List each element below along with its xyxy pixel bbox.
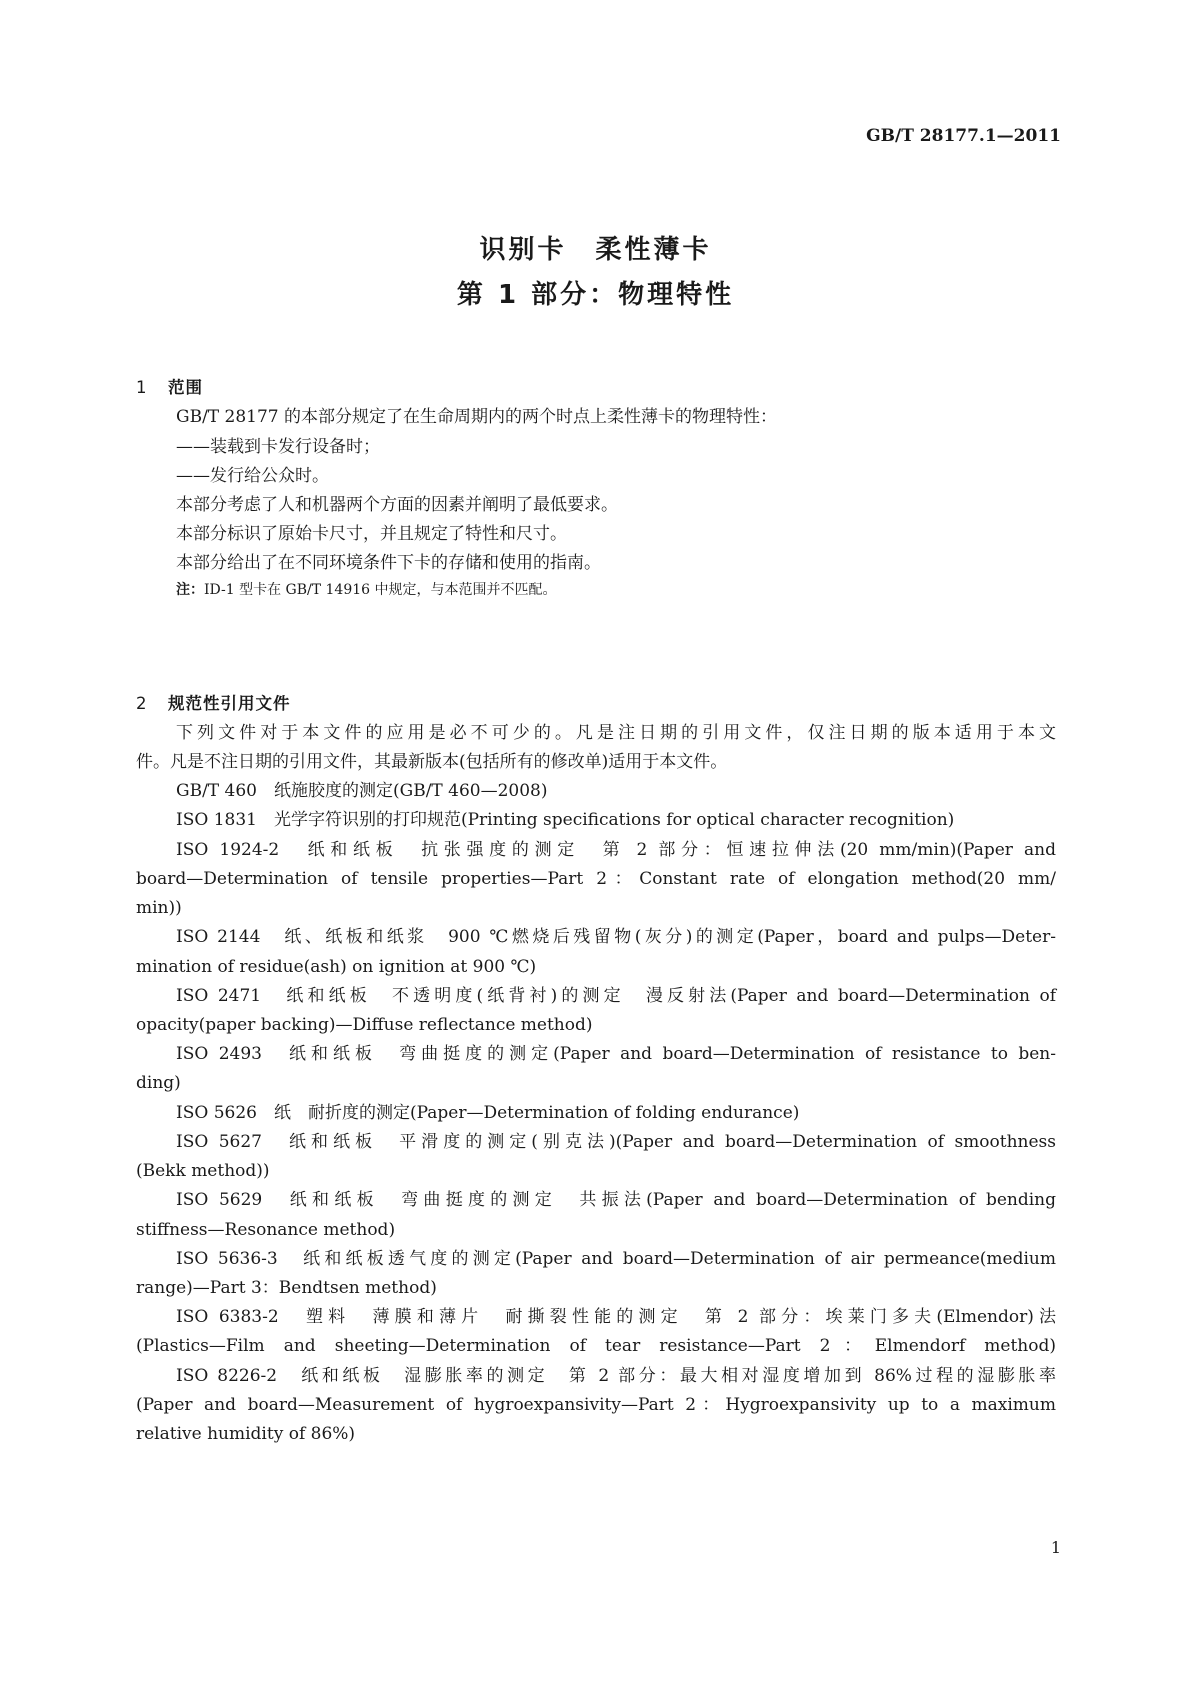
note xyxy=(136,578,1056,602)
reference-item-continued: opacity(paper backing)—Diffuse reflectance method) xyxy=(136,1015,593,1035)
reference-item: ISO 5627 纸和纸板 平滑度的测定(别克法)(Paper and board—Determination of smoothness xyxy=(176,1132,1056,1152)
note-label: 注： xyxy=(176,582,204,598)
section-2-heading xyxy=(136,690,291,714)
section-1-title: 范围 xyxy=(168,378,203,397)
reference-item: ISO 5636-3 纸和纸板透气度的测定(Paper and board—Determination of air permeance(medium xyxy=(176,1249,1056,1269)
reference-item: ISO 5626 纸 耐折度的测定(Paper—Determination of folding endurance) xyxy=(176,1103,800,1123)
section-1-number: 1 xyxy=(136,378,148,397)
list-item: ——装载到卡发行设备时； xyxy=(176,437,380,457)
document-title: 识别卡 柔性薄卡 xyxy=(479,235,712,265)
reference-item: ISO 2471 纸和纸板 不透明度(纸背衬)的测定 漫反射法(Paper and board—Determination of xyxy=(176,986,1056,1006)
paragraph-line: 下列文件对于本文件的应用是必不可少的。凡是注日期的引用文件，仅注日期的版本适用于本文 xyxy=(176,723,1056,743)
reference-item: ISO 8226-2 纸和纸板 湿膨胀率的测定 第 2 部分：最大相对湿度增加到 86%过程的湿膨胀率 xyxy=(176,1366,1056,1386)
paragraph-line: 件。凡是不注日期的引用文件，其最新版本(包括所有的修改单)适用于本文件。 xyxy=(136,752,728,772)
paragraph-line: GB/T 28177 的本部分规定了在生命周期内的两个时点上柔性薄卡的物理特性： xyxy=(176,407,778,427)
reference-item-continued: range)—Part 3：Bendtsen method) xyxy=(136,1278,437,1298)
reference-item-continued: stiffness—Resonance method) xyxy=(136,1220,396,1240)
document-subtitle: 第 1 部分：物理特性 xyxy=(456,280,735,310)
reference-item-continued: mination of residue(ash) on ignition at 900 ℃) xyxy=(136,957,537,977)
list-item: ——发行给公众时。 xyxy=(176,466,329,486)
section-2-number: 2 xyxy=(136,694,148,713)
paragraph-line: 本部分标识了原始卡尺寸，并且规定了特性和尺寸。 xyxy=(176,524,567,544)
reference-item: ISO 5629 纸和纸板 弯曲挺度的测定 共振法(Paper and board—Determination of bending xyxy=(176,1190,1056,1210)
reference-item-continued: ding) xyxy=(136,1073,181,1093)
section-1-heading xyxy=(136,374,203,398)
reference-item: ISO 1831 光学字符识别的打印规范(Printing specifications for optical character recognition) xyxy=(176,810,955,830)
reference-item-continued: board—Determination of tensile properties—Part 2：Constant rate of elongation method(20 mm/ xyxy=(136,869,1056,889)
paragraph-line: 本部分考虑了人和机器两个方面的因素并阐明了最低要求。 xyxy=(176,495,618,515)
page-number: 1 xyxy=(1050,1538,1061,1557)
reference-item: ISO 6383-2 塑料 薄膜和薄片 耐撕裂性能的测定 第 2 部分：埃莱门多夫(Elmendor)法 xyxy=(176,1307,1056,1327)
reference-item-continued: (Bekk method)) xyxy=(136,1161,270,1181)
reference-item: ISO 2144 纸、纸板和纸浆 900 ℃燃烧后残留物(灰分)的测定(Paper，board and pulps—Deter- xyxy=(176,927,1056,947)
section-2-title: 规范性引用文件 xyxy=(168,694,291,713)
reference-item: GB/T 460 纸施胶度的测定(GB/T 460—2008) xyxy=(176,781,548,801)
reference-item-continued: relative humidity of 86%) xyxy=(136,1424,356,1444)
reference-item: ISO 1924-2 纸和纸板 抗张强度的测定 第 2 部分：恒速拉伸法(20 mm/min)(Paper and xyxy=(176,840,1056,860)
reference-item-continued: (Plastics—Film and sheeting—Determination of tear resistance—Part 2：Elmendorf method) xyxy=(136,1336,1056,1356)
reference-item-continued: (Paper and board—Measurement of hygroexpansivity—Part 2：Hygroexpansivity up to a maximum xyxy=(136,1395,1056,1415)
reference-item: ISO 2493 纸和纸板 弯曲挺度的测定(Paper and board—Determination of resistance to ben- xyxy=(176,1044,1056,1064)
standard-code: GB/T 28177.1—2011 xyxy=(866,126,1061,146)
reference-item-continued: min)) xyxy=(136,898,182,918)
paragraph-line: 本部分给出了在不同环境条件下卡的存储和使用的指南。 xyxy=(176,553,601,573)
note-text: ID-1 型卡在 GB/T 14916 中规定，与本范围并不匹配。 xyxy=(204,582,557,598)
